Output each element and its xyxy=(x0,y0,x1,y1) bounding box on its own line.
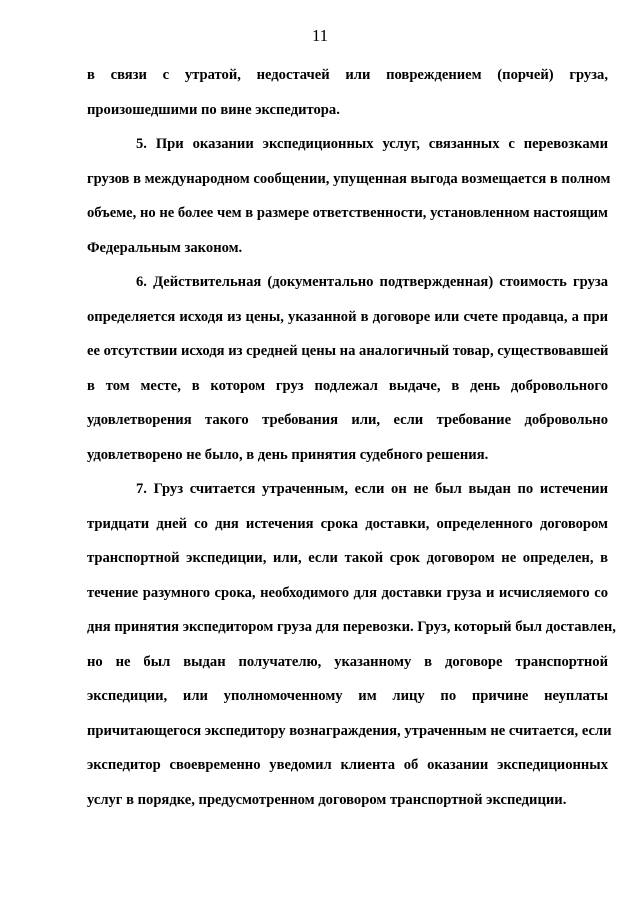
text-line: в связи с утратой, недостачей или повреждением (порчей) груза, xyxy=(87,67,608,83)
text-line: 5. При оказании экспедиционных услуг, связанных с перевозками xyxy=(136,136,608,152)
paragraph-item-5 xyxy=(87,127,611,265)
paragraph-item-7 xyxy=(87,472,616,817)
text-line: произошедшими по вине экспедитора. xyxy=(87,101,340,118)
text-line: тридцати дней со дня истечения срока доставки, определенного договором xyxy=(87,515,608,532)
text-line: причитающегося экспедитору вознаграждения, утраченным не считается, если xyxy=(87,722,612,739)
page-number: 11 xyxy=(311,26,329,45)
text-line: но не был выдан получателю, указанному в договоре транспортной xyxy=(87,653,608,670)
text-line: течение разумного срока, необходимого для доставки груза и исчисляемого со xyxy=(87,584,608,601)
text-line: услуг в порядке, предусмотренном договором транспортной экспедиции. xyxy=(87,791,567,808)
document-body xyxy=(87,58,616,817)
text-line: в том месте, в котором груз подлежал выдаче, в день добровольного xyxy=(87,377,608,394)
text-line: определяется исходя из цены, указанной в договоре или счете продавца, а при xyxy=(87,308,608,325)
text-line: удовлетворения такого требования или, если требование добровольно xyxy=(87,412,608,428)
text-line: транспортной экспедиции, или, если такой срок договором не определен, в xyxy=(87,550,608,566)
text-line: дня принятия экспедитором груза для перевозки. Груз, который был доставлен, xyxy=(87,619,616,635)
text-line: удовлетворено не было, в день принятия судебного решения. xyxy=(87,446,489,463)
text-line: грузов в международном сообщении, упущенная выгода возмещается в полном xyxy=(87,170,611,187)
paragraph-item-6 xyxy=(87,265,608,472)
text-line: 7. Груз считается утраченным, если он не был выдан по истечении xyxy=(136,481,608,497)
text-line: экспедиции, или уполномоченному им лицу по причине неуплаты xyxy=(87,688,608,704)
paragraph-continuation xyxy=(87,58,608,127)
text-line: Федеральным законом. xyxy=(87,239,243,256)
text-line: объеме, но не более чем в размере ответственности, установленном настоящим xyxy=(87,205,608,221)
text-line: ее отсутствии исходя из средней цены на аналогичный товар, существовавшей xyxy=(87,343,609,359)
text-line: экспедитор своевременно уведомил клиента об оказании экспедиционных xyxy=(87,757,608,773)
text-line: 6. Действительная (документально подтвержденная) стоимость груза xyxy=(136,274,608,290)
